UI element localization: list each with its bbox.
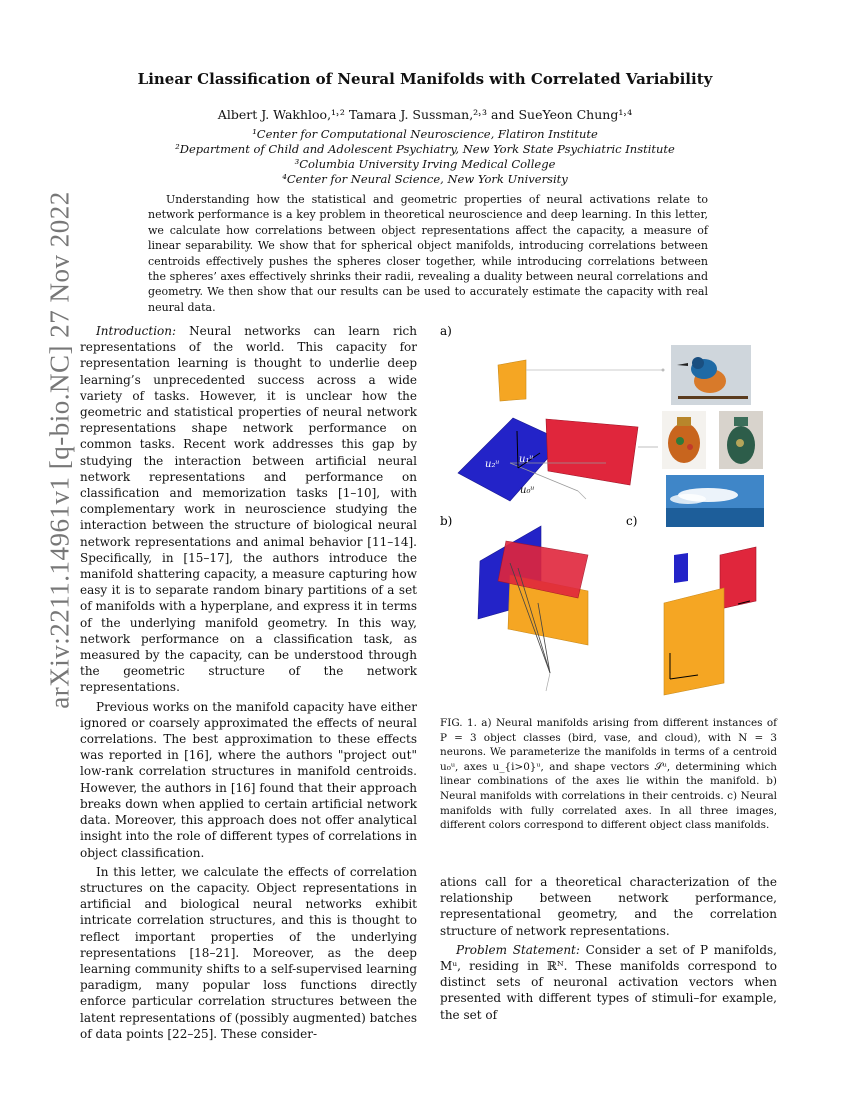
label-u0: u₀ᵘ — [520, 485, 535, 496]
figure-caption: FIG. 1. a) Neural manifolds arising from different instances of P = 3 object classes (bird, vase, and cloud), with N = 3 neurons. We parameterize the manifolds in terms of a centroid u₀ᵘ, axes u_{i>0}ᵘ, and shape vectors 𝒮ᵘ, determining which linear combinations of the axes lie within the manifold. b) Neural manifolds with correlations in their centroids. c) Neural manifolds with fully correlated axes. In all three images, different colors correspond to different object class manifolds. — [440, 717, 777, 832]
label-u1: u₁ᵘ — [519, 454, 534, 465]
intro-paragraph — [80, 323, 417, 696]
red-manifold-c — [720, 547, 756, 609]
figure-1-graphic — [438, 323, 783, 708]
affiliations — [80, 127, 770, 187]
intro-text: Neural networks can learn rich representations of the world. This capacity for representation learning is thought to underlie deep learning’s unprecedented success across a wide variety of tasks. However, it is unclear how the geometric and statistical properties of neural network representations shape network performance on common tasks. Recent work addresses this gap by studying the interaction between artificial neural network representations and performance on classification and memorization tasks [1–10], with complementary work in neuroscience studying the interaction between the structure of biological neural network representations and animal behavior [11–14]. Specifically, in [15–17], the authors introduce the manifold shattering capacity, a measure capturing how easy it is to separate random binary partitions of a set of manifolds with a hyperplane, and express it in terms of the underlying manifold geometry. In this way, network performance on a classification task, as measured by the capacity, can be understood through the geometric structure of the network representations. — [80, 324, 417, 695]
label-u2: u₂ᵘ — [485, 459, 500, 470]
intro-lead: Introduction: — [96, 324, 177, 338]
vase-photo-1 — [662, 411, 706, 469]
affiliation-2: ²Department of Child and Adolescent Psychiatry, New York State Psychiatric Institute — [175, 142, 675, 156]
axis-line — [546, 673, 550, 691]
red-manifold-a — [546, 419, 638, 485]
bird-photo — [671, 345, 751, 405]
paragraph-3: In this letter, we calculate the effects of correlation structures on the capacity. Object representations in artificial and biological neural networks exhibit intricate correlation structures, and this is thought to reflect important properties of the underlying representations [18–21]. Moreover, as the deep learning community shifts to a self-supervised learning paradigm, many popular loss functions directly enforce particular correlation structures between the latent representations of (possibly augmented) batches of data points [22–25]. These consider- — [80, 864, 417, 1041]
arxiv-id: arXiv:2211.14961v1 [q-bio.NC] 27 Nov 2022 — [44, 191, 75, 709]
affiliation-1: ¹Center for Computational Neuroscience, Flatiron Institute — [252, 127, 598, 141]
abstract: Understanding how the statistical and geometric properties of neural activations relate to network performance is a key problem in theoretical neuroscience and deep learning. In this letter, we calculate how correlations between object representations affect the capacity, a measure of linear separability. We show that for spherical object manifolds, introducing correlations between centroids effectively pushes the spheres closer together, while introducing correlations between the spheres’ axes effectively shrinks their radii, revealing a duality between neural correlations and geometry. We then show that our results can be used to accurately estimate the capacity with real neural data. — [148, 193, 708, 314]
centroid-ray — [578, 491, 586, 499]
arxiv-sidebar-stamp — [42, 60, 78, 840]
panel-c-label: c) — [626, 514, 638, 528]
problem-paragraph — [440, 942, 777, 1023]
affiliation-4: ⁴Center for Neural Science, New York University — [282, 172, 568, 186]
panel-a-label: a) — [440, 324, 452, 338]
blue-manifold-c — [674, 553, 688, 583]
author-list: Albert J. Wakhloo,¹˒² Tamara J. Sussman,²˒³ and SueYeon Chung¹˒⁴ — [217, 107, 633, 122]
paper-title: Linear Classification of Neural Manifolds with Correlated Variability — [137, 70, 713, 88]
right-column — [440, 874, 777, 1026]
right-paragraph-1: ations call for a theoretical characterization of the relationship between network performance, representational geometry, and the correlation structure of network representations. — [440, 875, 777, 938]
cloud-photo — [666, 475, 764, 527]
left-column — [80, 323, 417, 1045]
panel-b-label: b) — [440, 514, 453, 528]
paragraph-2: Previous works on the manifold capacity have either ignored or coarsely approximated the effects of neural correlations. The best approximation to these effects was reported in [16], where the authors "project out" low-rank correlation structures in manifold centroids. However, the authors in [16] found that their approach breaks down when applied to certain artificial network data. Moreover, this approach does not offer analytical insight into the role of different types of correlations in object classification. — [80, 699, 417, 860]
affiliation-3: ³Columbia University Irving Medical College — [294, 157, 556, 171]
problem-text: Consider a set of P manifolds, Mᵘ, residing in ℝᴺ. These manifolds correspond to distinct sets of neuronal activation vectors when presented with different types of stimuli–for example, the set of — [440, 942, 777, 1022]
axis-point — [662, 369, 665, 372]
problem-lead: Problem Statement: — [456, 942, 580, 957]
figure-1 — [438, 323, 783, 708]
vase-photo-2 — [719, 411, 763, 469]
orange-manifold-a — [498, 360, 526, 401]
